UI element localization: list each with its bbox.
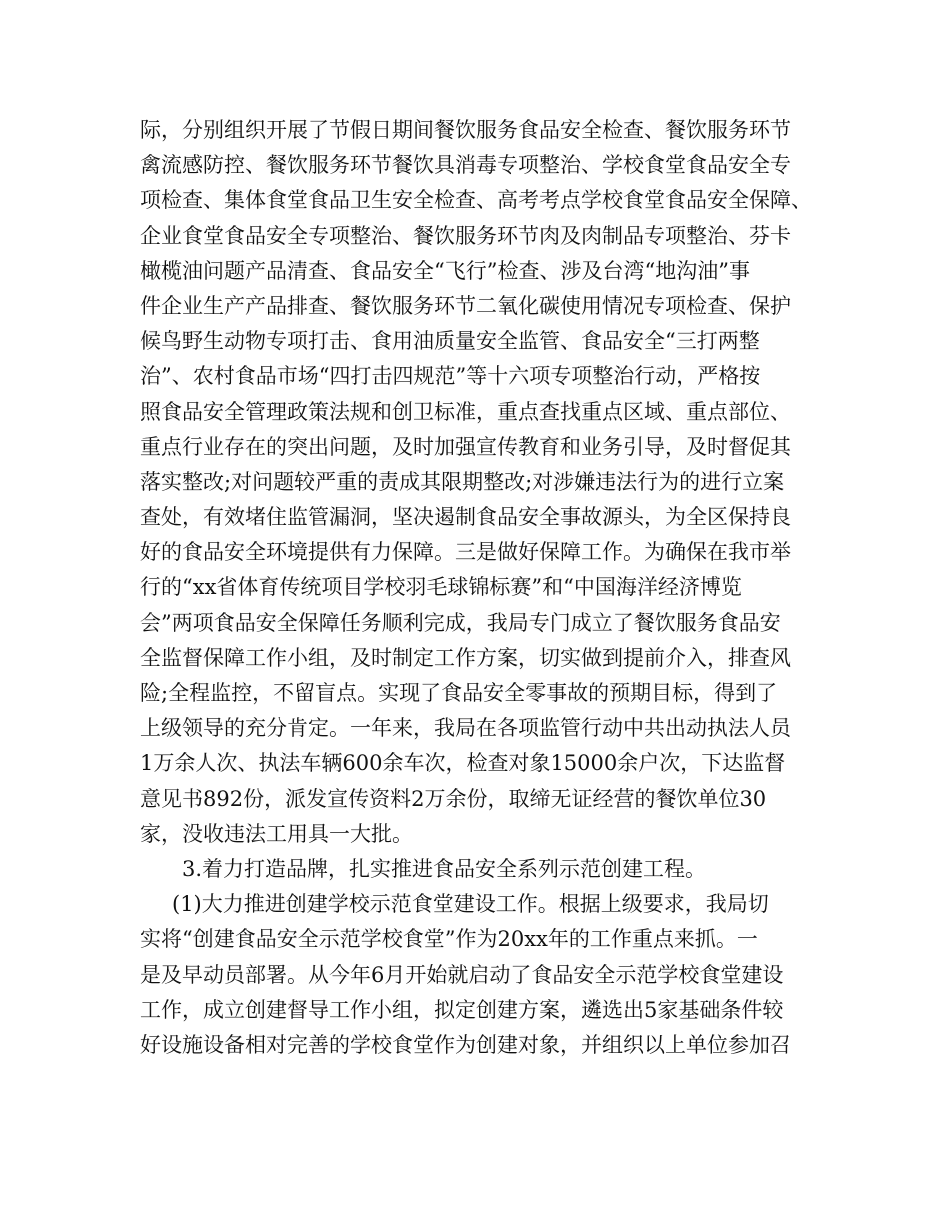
text-line: 重点行业存在的突出问题，及时加强宣传教育和业务引导，及时督促其 <box>140 434 791 459</box>
text-line: 橄榄油问题产品清查、食品安全“飞行”检查、涉及台湾“地沟油”事 <box>140 258 750 283</box>
text-line: 行的“xx省体育传统项目学校羽毛球锦标赛”和“中国海洋经济博览 <box>140 575 742 600</box>
text-line: 工作，成立创建督导工作小组，拟定创建方案，遴选出5家基础条件较 <box>140 997 784 1022</box>
text-line: 险;全程监控，不留盲点。实现了食品安全零事故的预期目标，得到了 <box>140 681 778 705</box>
text-line: 上级领导的充分肯定。一年来，我局在各项监管行动中共出动执法人员 <box>140 716 791 741</box>
text-line: 禽流感防控、餐饮服务环节餐饮具消毒专项整治、学校食堂食品安全专 <box>140 153 791 178</box>
text-line: 好的食品安全环境提供有力保障。三是做好保障工作。为确保在我市举 <box>140 540 791 565</box>
text-line: 件企业生产产品排查、餐饮服务环节二氧化碳使用情况专项检查、保护 <box>140 293 791 318</box>
text-line: 项检查、集体食堂食品卫生安全检查、高考考点学校食堂食品安全保障、 <box>140 188 812 213</box>
text-line: 1万余人次、执法车辆600余车次，检查对象15000余户次，下达监督 <box>140 751 786 776</box>
section-heading: 3.着力打造品牌，扎实推进食品安全系列示范创建工程。 <box>182 856 707 881</box>
text-line: 照食品安全管理政策法规和创卫标准，重点查找重点区域、重点部位、 <box>140 399 791 424</box>
text-line: 好设施设备相对完善的学校食堂作为创建对象，并组织以上单位参加召 <box>140 1032 791 1057</box>
text-line: 是及早动员部署。从今年6月开始就启动了食品安全示范学校食堂建设 <box>140 962 784 987</box>
text-line: 全监督保障工作小组，及时制定工作方案，切实做到提前介入，排查风 <box>140 645 791 670</box>
text-line: 意见书892份，派发宣传资料2万余份，取缔无证经营的餐饮单位30 <box>140 786 767 811</box>
text-line: 实将“创建食品安全示范学校食堂”作为20xx年的工作重点来抓。一 <box>140 927 758 952</box>
text-line: 家，没收违法工用具一大批。 <box>140 821 413 846</box>
text-line: 治”、农村食品市场“四打击四规范”等十六项专项整治行动，严格按 <box>140 364 761 389</box>
text-line: 候鸟野生动物专项打击、食用油质量安全监管、食品安全“三打两整 <box>140 329 760 354</box>
subsection-heading: (1)大力推进创建学校示范食堂建设工作。根据上级要求，我局切 <box>172 892 769 917</box>
text-line: 落实整改;对问题较严重的责成其限期整改;对涉嫌违法行为的进行立案 <box>140 469 785 494</box>
body-text <box>140 113 830 1063</box>
text-line: 际，分别组织开展了节假日期间餐饮服务食品安全检查、餐饮服务环节 <box>140 118 791 142</box>
text-line: 企业食堂食品安全专项整治、餐饮服务环节肉及肉制品专项整治、芬卡 <box>140 223 791 248</box>
text-line: 查处，有效堵住监管漏洞，坚决遏制食品安全事故源头，为全区保持良 <box>140 505 791 530</box>
text-line: 会”两项食品安全保障任务顺利完成，我局专门成立了餐饮服务食品安 <box>140 610 781 635</box>
